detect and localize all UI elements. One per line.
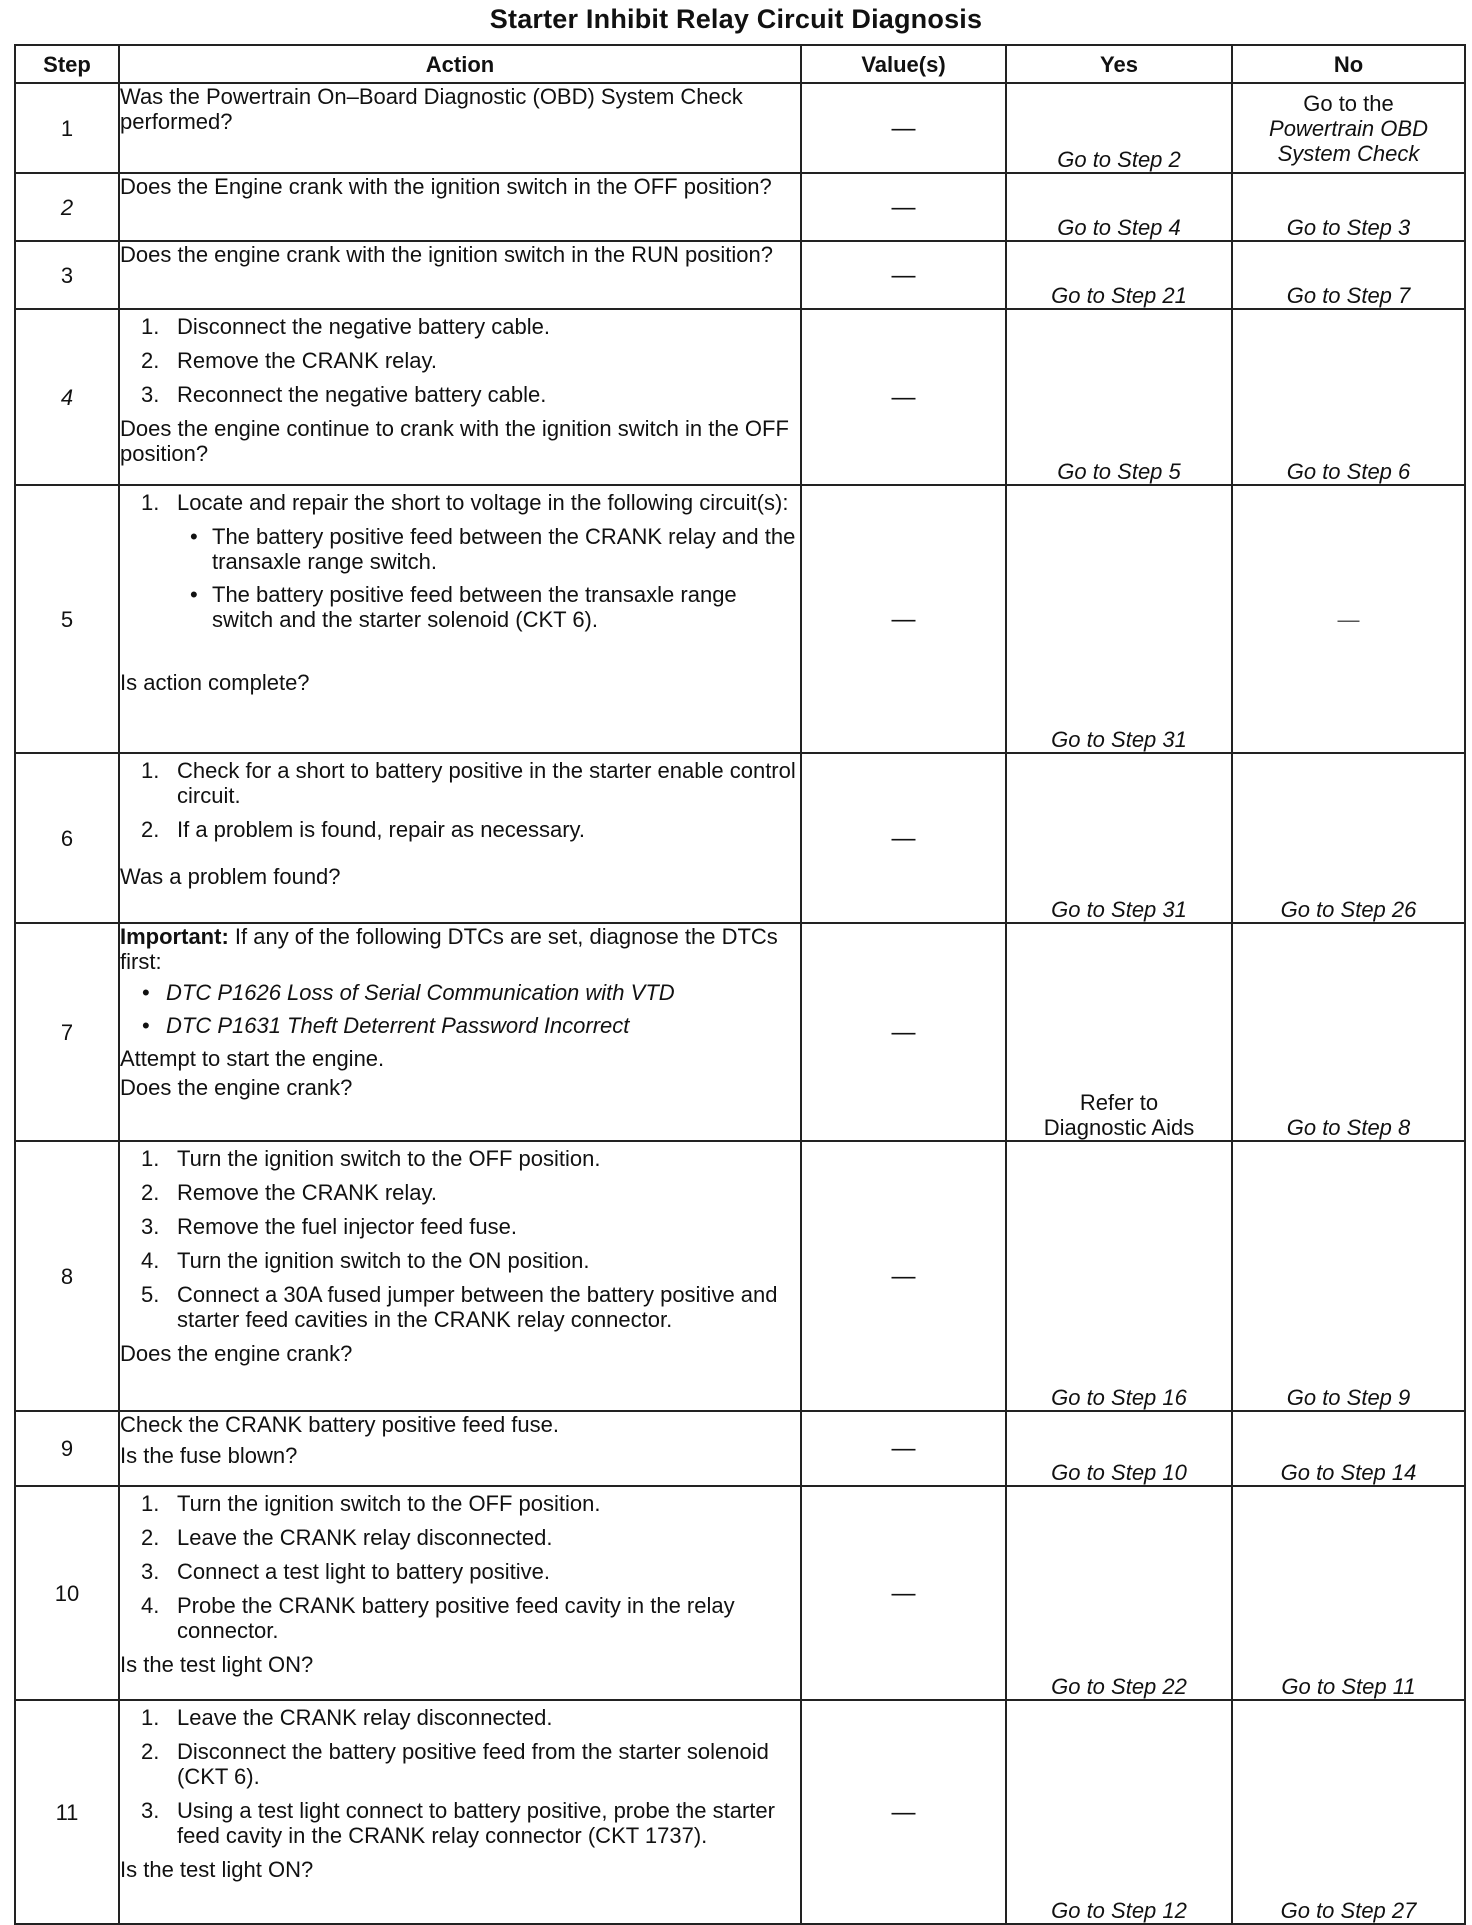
action-cell	[119, 1411, 801, 1486]
action-cell	[119, 173, 801, 241]
value-cell: —	[801, 309, 1006, 485]
header-step: Step	[15, 45, 119, 83]
yes-text-line1: Refer to	[1079, 1090, 1159, 1115]
yes-cell: Go to Step 10	[1006, 1411, 1232, 1486]
dtc-list	[120, 980, 800, 1038]
procedure-item: 2. Disconnect the battery positive feed from the starter solenoid (CKT 6).	[141, 1739, 769, 1789]
header-yes: Yes	[1006, 45, 1232, 83]
step-number: 10	[15, 1486, 119, 1700]
step-number: 4	[15, 309, 119, 485]
header-action: Action	[119, 45, 801, 83]
action-cell	[119, 241, 801, 309]
action-cell	[119, 753, 801, 923]
procedure-item: 1. Leave the CRANK relay disconnected.	[141, 1705, 553, 1730]
action-cell	[119, 1486, 801, 1700]
yes-text-line2: Diagnostic Aids	[1043, 1115, 1195, 1140]
no-cell: Go to Step 8	[1232, 923, 1465, 1141]
no-cell: Go to Step 14	[1232, 1411, 1465, 1486]
procedure-list	[120, 490, 800, 515]
action-question: Does the engine continue to crank with the ignition switch in the OFF position?	[120, 416, 789, 466]
action-instruction: Attempt to start the engine.	[120, 1046, 385, 1071]
value-cell: —	[801, 83, 1006, 173]
header-values: Value(s)	[801, 45, 1006, 83]
no-cell: Go to Step 26	[1232, 753, 1465, 923]
step-number: 3	[15, 241, 119, 309]
dtc-item: • DTC P1626 Loss of Serial Communication with VTD	[142, 980, 675, 1005]
table-row	[15, 83, 1465, 173]
action-question: Is action complete?	[120, 670, 310, 695]
action-question: Was a problem found?	[120, 864, 341, 889]
value-cell: —	[801, 241, 1006, 309]
value-cell: —	[801, 1700, 1006, 1924]
no-cell: Go to Step 3	[1232, 173, 1465, 241]
action-text: Was the Powertrain On–Board Diagnostic (OBD) System Check performed?	[120, 84, 743, 134]
important-note	[120, 924, 800, 974]
table-row	[15, 1141, 1465, 1411]
yes-cell: Go to Step 31	[1006, 485, 1232, 753]
no-text-line1: Go to the	[1303, 90, 1394, 116]
action-question: Does the engine crank?	[120, 1075, 353, 1100]
important-label: Important:	[120, 924, 229, 949]
table-row	[15, 1700, 1465, 1924]
table-row	[15, 173, 1465, 241]
table-header-row	[15, 45, 1465, 83]
procedure-list	[120, 1705, 800, 1848]
action-cell	[119, 1141, 801, 1411]
action-cell	[119, 83, 801, 173]
value-cell: —	[801, 485, 1006, 753]
no-cell: Go to Step 7	[1232, 241, 1465, 309]
yes-cell: Go to Step 2	[1006, 83, 1232, 173]
no-cell: Go to Step 9	[1232, 1141, 1465, 1411]
procedure-item: 4. Probe the CRANK battery positive feed cavity in the relay connector.	[141, 1593, 735, 1643]
action-question: Is the fuse blown?	[120, 1443, 298, 1468]
procedure-item: 3. Connect a test light to battery positive.	[141, 1559, 550, 1584]
action-cell	[119, 1700, 801, 1924]
yes-cell	[1006, 923, 1232, 1141]
circuit-item: • The battery positive feed between the CRANK relay and the transaxle range switch.	[190, 524, 796, 574]
yes-cell: Go to Step 31	[1006, 753, 1232, 923]
no-cell	[1232, 83, 1465, 173]
yes-cell: Go to Step 16	[1006, 1141, 1232, 1411]
important-text: If any of the following DTCs are set, diagnose the DTCs first:	[120, 924, 778, 974]
dtc-item: • DTC P1631 Theft Deterrent Password Incorrect	[142, 1013, 630, 1038]
table-row	[15, 1411, 1465, 1486]
action-question: Is the test light ON?	[120, 1652, 314, 1677]
circuit-item: • The battery positive feed between the transaxle range switch and the starter solenoid (CKT 6).	[190, 582, 737, 632]
value-cell: —	[801, 1141, 1006, 1411]
no-cell: Go to Step 27	[1232, 1700, 1465, 1924]
action-cell	[119, 485, 801, 753]
procedure-item: 3. Remove the fuel injector feed fuse.	[141, 1214, 517, 1239]
table-row	[15, 923, 1465, 1141]
yes-cell: Go to Step 4	[1006, 173, 1232, 241]
procedure-item: 5. Connect a 30A fused jumper between the battery positive and starter feed cavities in the CRANK relay connector.	[141, 1282, 778, 1332]
procedure-item: 4. Turn the ignition switch to the ON position.	[141, 1248, 590, 1273]
procedure-item: 1. Turn the ignition switch to the OFF position.	[141, 1146, 601, 1171]
step-number: 5	[15, 485, 119, 753]
procedure-item: 3. Using a test light connect to battery positive, probe the starter feed cavity in the CRANK relay connector (CKT 1737).	[141, 1798, 775, 1848]
step-number: 11	[15, 1700, 119, 1924]
yes-cell: Go to Step 21	[1006, 241, 1232, 309]
procedure-item: 1. Locate and repair the short to voltage in the following circuit(s):	[141, 490, 789, 515]
procedure-list	[120, 1491, 800, 1643]
action-text: Does the Engine crank with the ignition switch in the OFF position?	[120, 174, 772, 199]
step-number: 6	[15, 753, 119, 923]
action-cell	[119, 309, 801, 485]
diagnosis-table	[14, 44, 1466, 1925]
no-cell: Go to Step 6	[1232, 309, 1465, 485]
table-row	[15, 309, 1465, 485]
action-question: Does the engine crank?	[120, 1341, 353, 1366]
table-row	[15, 753, 1465, 923]
step-number: 2	[15, 173, 119, 241]
procedure-list	[120, 314, 800, 407]
yes-cell: Go to Step 5	[1006, 309, 1232, 485]
procedure-item: 2. Leave the CRANK relay disconnected.	[141, 1525, 553, 1550]
value-cell: —	[801, 923, 1006, 1141]
table-row	[15, 241, 1465, 309]
value-cell: —	[801, 1411, 1006, 1486]
table-row	[15, 485, 1465, 753]
step-number: 7	[15, 923, 119, 1141]
procedure-item: 2. Remove the CRANK relay.	[141, 348, 438, 373]
procedure-item: 1. Check for a short to battery positive in the starter enable control circuit.	[141, 758, 796, 808]
no-text-line2: Powertrain OBD System Check	[1269, 115, 1428, 166]
circuit-list	[120, 524, 800, 632]
procedure-list	[120, 1146, 800, 1332]
action-instruction: Check the CRANK battery positive feed fuse.	[120, 1412, 559, 1437]
table-row	[15, 1486, 1465, 1700]
document-title: Starter Inhibit Relay Circuit Diagnosis	[489, 4, 983, 34]
yes-cell: Go to Step 22	[1006, 1486, 1232, 1700]
value-cell: —	[801, 1486, 1006, 1700]
procedure-item: 1. Disconnect the negative battery cable.	[141, 314, 551, 339]
step-number: 1	[15, 83, 119, 173]
procedure-item: 3. Reconnect the negative battery cable.	[141, 382, 547, 407]
action-question: Is the test light ON?	[120, 1857, 314, 1882]
procedure-item: 1. Turn the ignition switch to the OFF position.	[141, 1491, 601, 1516]
no-cell: Go to Step 11	[1232, 1486, 1465, 1700]
step-number: 8	[15, 1141, 119, 1411]
no-cell: —	[1232, 485, 1465, 753]
header-no: No	[1232, 45, 1465, 83]
value-cell: —	[801, 173, 1006, 241]
value-cell: —	[801, 753, 1006, 923]
procedure-list	[120, 758, 800, 842]
action-text: Does the engine crank with the ignition switch in the RUN position?	[120, 242, 774, 267]
procedure-item: 2. If a problem is found, repair as necessary.	[141, 817, 586, 842]
step-number: 9	[15, 1411, 119, 1486]
procedure-item: 2. Remove the CRANK relay.	[141, 1180, 438, 1205]
yes-cell: Go to Step 12	[1006, 1700, 1232, 1924]
action-cell	[119, 923, 801, 1141]
